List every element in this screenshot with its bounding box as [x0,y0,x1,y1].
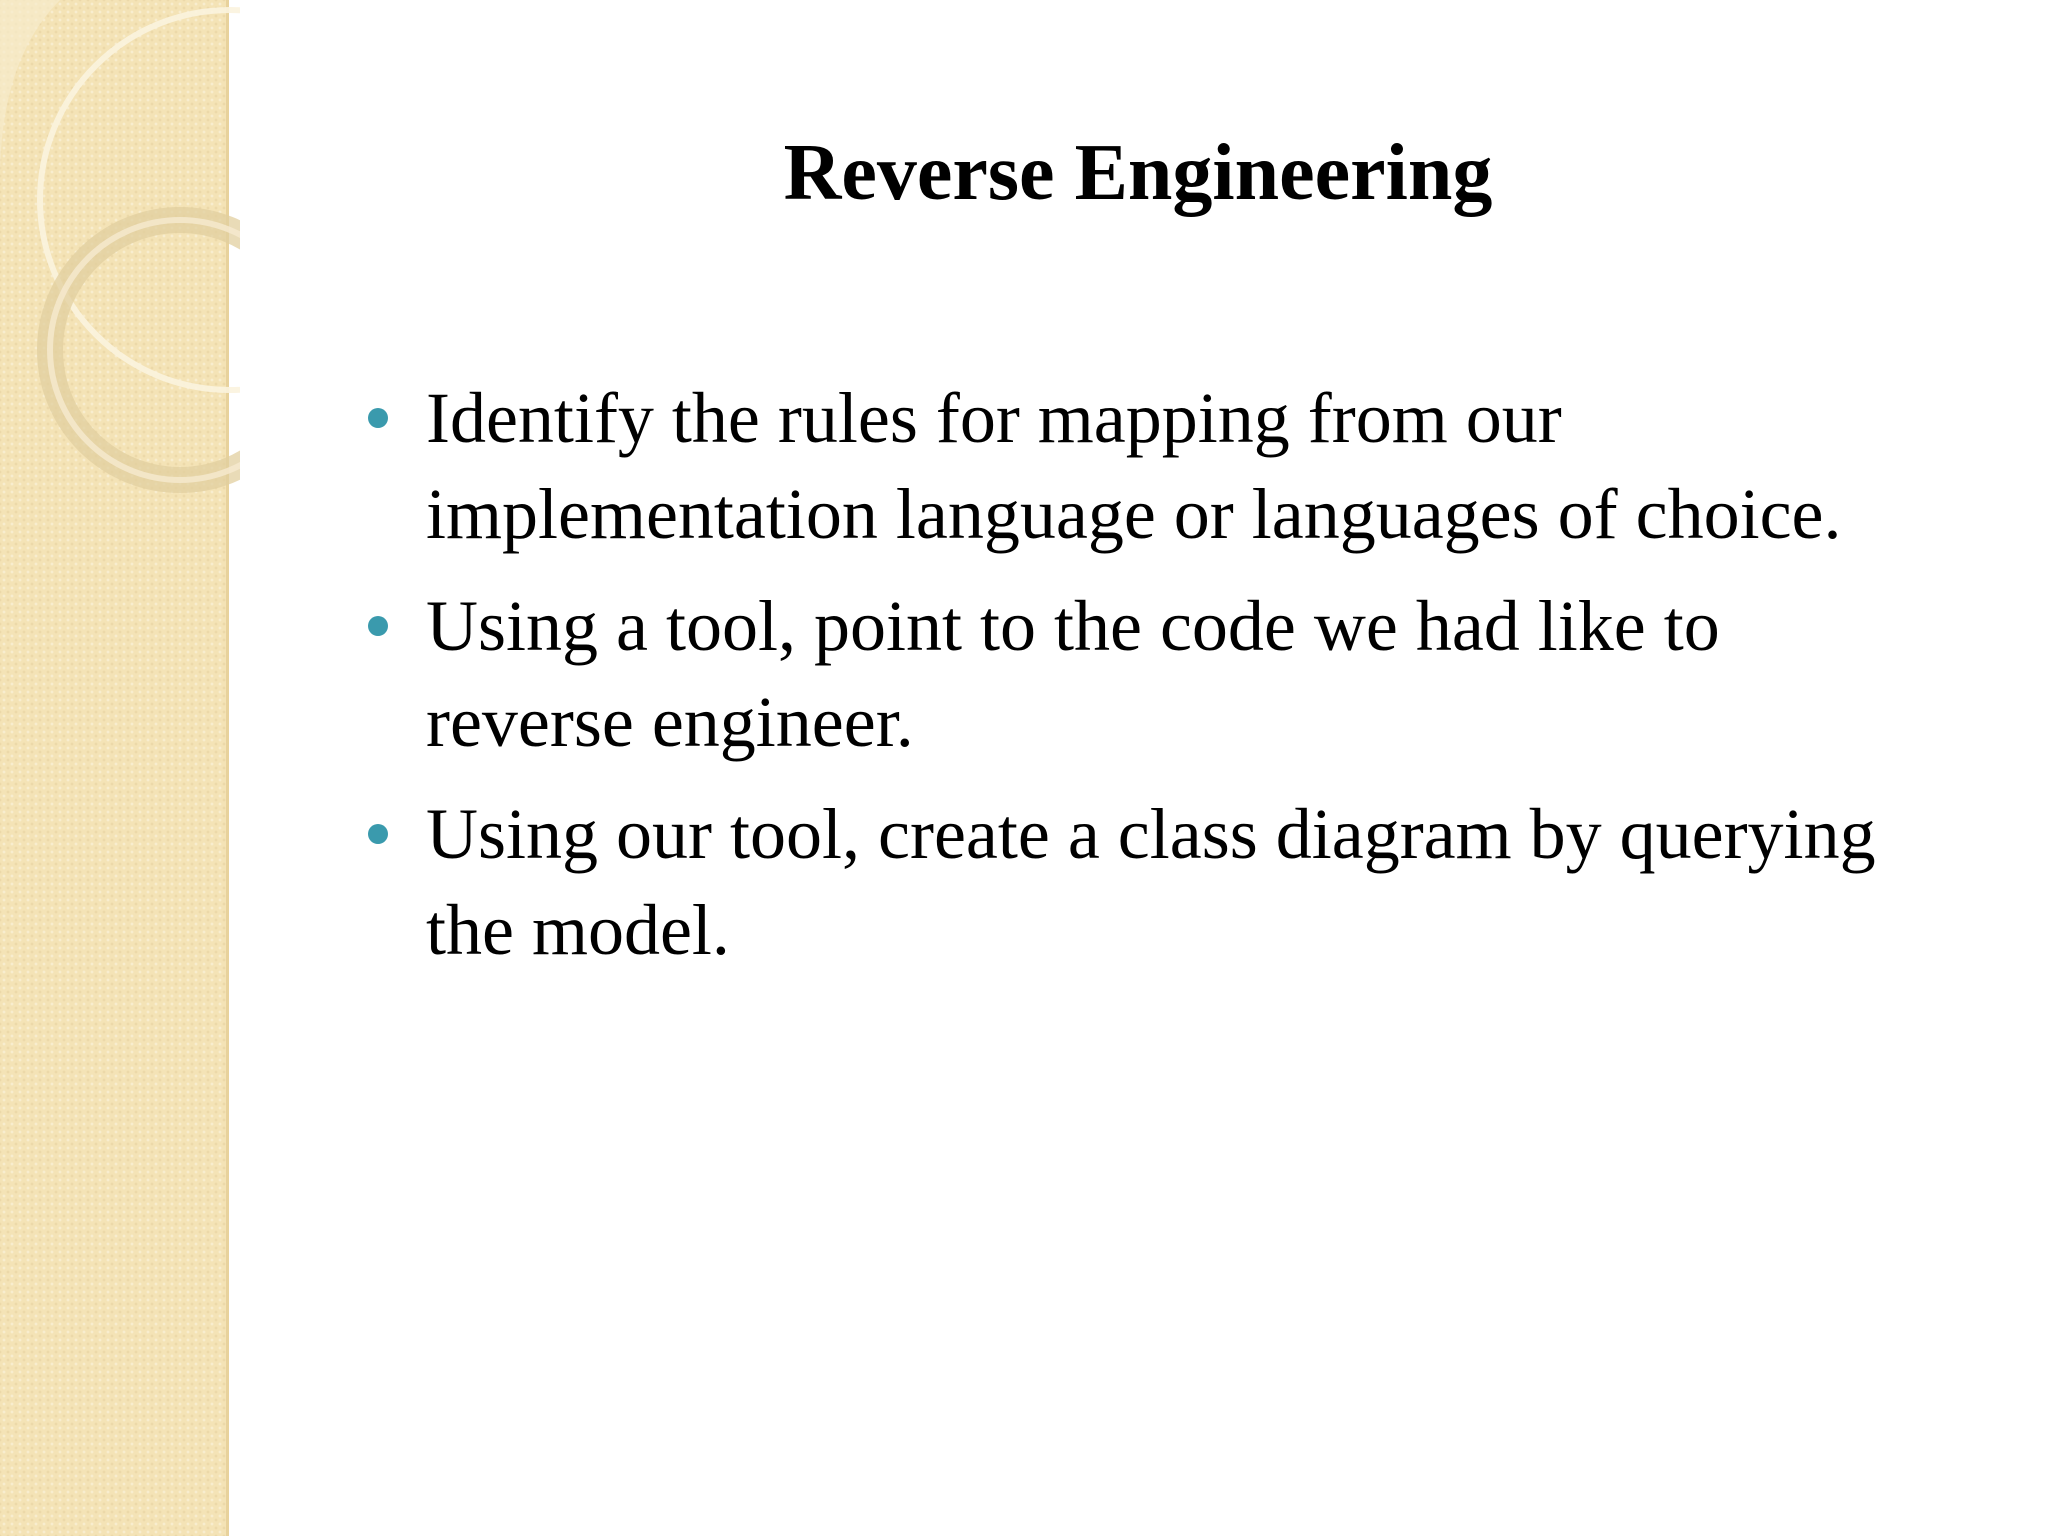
decorative-rings [0,0,240,520]
bullet-dot-icon [368,408,388,428]
bullet-item [360,370,1920,562]
bullet-item [360,578,1920,770]
bullet-list [360,370,1920,994]
bullet-dot-icon [368,824,388,844]
bullet-text: Using our tool, create a class diagram by querying the model. [426,794,1876,970]
bullet-item [360,786,1920,978]
bullet-text: Using a tool, point to the code we had like to reverse engineer. [426,586,1720,762]
bullet-text: Identify the rules for mapping from our implementation language or languages of choice. [426,378,1842,554]
slide-title: Reverse Engineering [783,129,1493,217]
bullet-dot-icon [368,616,388,636]
